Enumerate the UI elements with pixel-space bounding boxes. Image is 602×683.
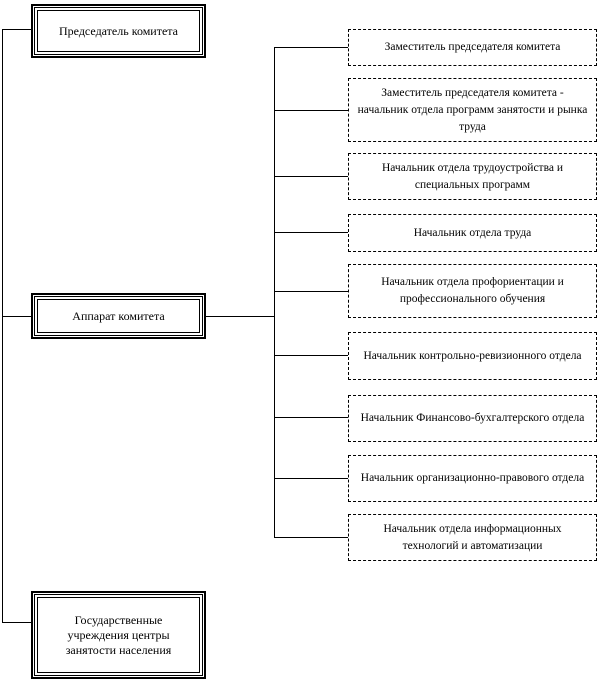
department-trunk-line [274, 47, 275, 537]
department-label: Заместитель председателя комитета [384, 41, 561, 53]
chairman-label: Председатель комитета [58, 23, 179, 38]
department-box [348, 214, 597, 252]
department-connector [274, 110, 349, 111]
apparatus-connector [2, 316, 32, 317]
department-connector [274, 417, 349, 418]
left-trunk-line [2, 29, 3, 622]
department-connector [274, 291, 349, 292]
employment-centers-label: Государственные учреждения центры занятости населения [65, 612, 172, 657]
department-connector [274, 355, 349, 356]
department-box [348, 29, 597, 66]
department-connector [274, 478, 349, 479]
department-box [348, 395, 597, 442]
chairman-box [32, 5, 205, 57]
employment-centers-box [32, 592, 205, 678]
department-box [348, 153, 597, 200]
department-box [348, 264, 597, 318]
department-label: Начальник отдела профориентации и профессионального обучения [381, 276, 564, 305]
apparatus-box [32, 294, 205, 338]
department-connector [274, 176, 349, 177]
department-label: Начальник Финансово-бухгалтерского отдела [360, 412, 585, 424]
chairman-connector [2, 29, 32, 30]
department-label: Начальник отдела трудоустройства и специальных программ [381, 161, 563, 191]
centers-connector [2, 622, 32, 623]
department-box [348, 514, 597, 561]
department-box [348, 332, 597, 380]
department-label: Начальник организационно-правового отдела [360, 472, 585, 484]
department-box [348, 455, 597, 502]
apparatus-to-trunk-line [205, 316, 275, 317]
department-label: Начальник отдела информационных технологий и автоматизации [383, 522, 562, 552]
apparatus-label: Аппарат комитета [72, 308, 165, 323]
department-connector [274, 47, 349, 48]
department-label: Заместитель председателя комитета - начальник отдела программ занятости и рынка труда [357, 86, 588, 133]
department-label: Начальник отдела труда [413, 226, 532, 239]
department-connector [274, 232, 349, 233]
department-label: Начальник контрольно-ревизионного отдела [363, 349, 582, 362]
department-connector [274, 537, 349, 538]
department-box [348, 78, 597, 142]
